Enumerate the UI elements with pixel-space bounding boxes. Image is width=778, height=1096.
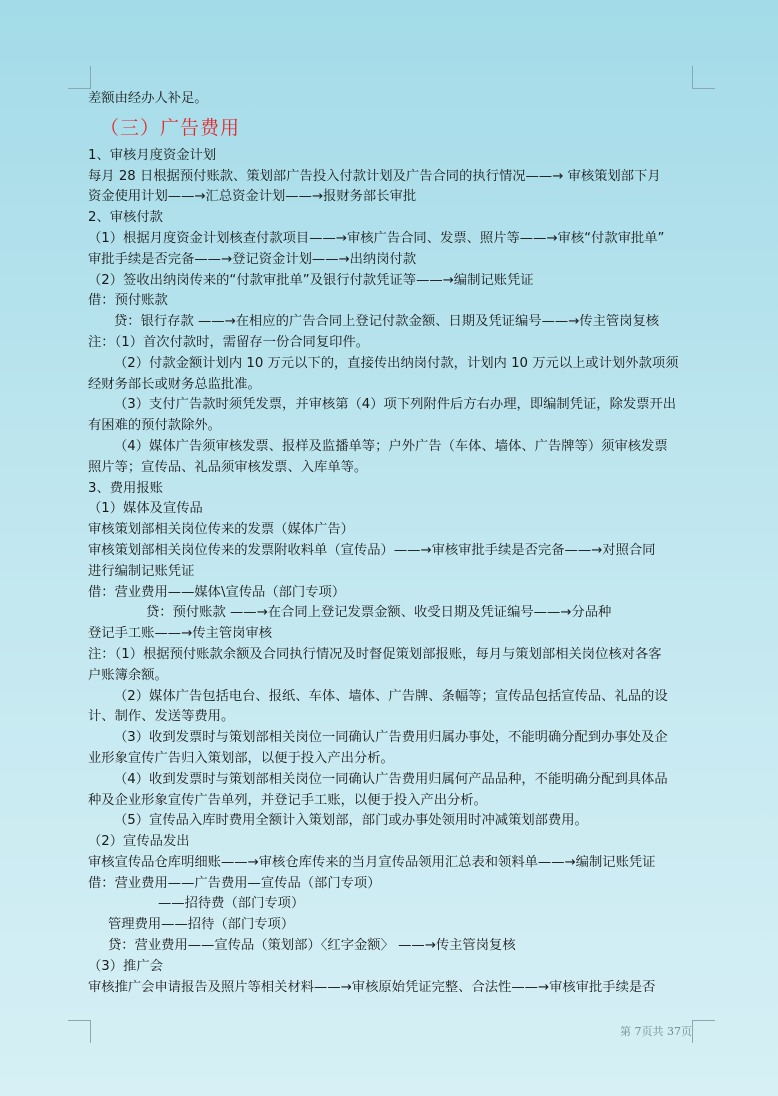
text-line: （1）媒体及宣传品: [88, 501, 203, 517]
text-line: （5）宣传品入库时费用全额计入策划部，部门或办事处领用时冲减策划部费用。: [114, 813, 588, 829]
text-line: 有困难的预付款除外。: [88, 418, 221, 434]
text-line: 审核策划部相关岗位传来的发票（媒体广告）: [88, 522, 354, 538]
text-line: （4）媒体广告须审核发票、报样及监播单等；户外广告（车体、墙体、广告牌等）须审核发票: [114, 438, 668, 454]
text-line: 贷：营业费用——宣传品（策划部）〈红字金额〉 ——→传主管岗复核: [108, 938, 516, 954]
text-line: 贷：预付账款 ——→在合同上登记发票金额、收受日期及凭证编号——→分品种: [146, 605, 612, 621]
crop-mark-top-right: [692, 66, 715, 89]
text-line: 借：营业费用——广告费用—宣传品（部门专项）: [88, 875, 381, 891]
text-line: 审核推广会申请报告及照片等相关材料——→审核原始凭证完整、合法性——→审核审批手续是否: [88, 979, 656, 995]
text-line: 审核宣传品仓库明细账——→审核仓库传来的当月宣传品领用汇总表和领料单——→编制记账凭证: [88, 854, 656, 870]
text-line: 管理费用——招待（部门专项）: [108, 917, 295, 933]
crop-mark-bottom-right: [692, 1020, 715, 1043]
text-line: （2）签收出纳岗传来的“付款审批单”及银行付款凭证等——→编制记账凭证: [88, 272, 534, 288]
text-line: 计、制作、发送等费用。: [88, 709, 235, 725]
crop-mark-bottom-left: [68, 1020, 91, 1043]
text-line: 户账簿余额。: [88, 667, 168, 683]
text-line: （3）推广会: [88, 958, 163, 974]
text-line: 借：预付账款: [88, 293, 168, 309]
text-line: 注：（1）根据预付账款余额及合同执行情况及时督促策划部报账，每月与策划部相关岗位核对各客: [88, 646, 662, 662]
text-line: 登记手工账——→传主管岗审核: [88, 626, 273, 642]
text-line: 进行编制记账凭证: [88, 563, 195, 579]
text-line: 贷：银行存款 ——→在相应的广告合同上登记付款金额、日期及凭证编号——→传主管岗复核: [114, 314, 660, 330]
text-line: 差额由经办人补足。: [88, 91, 208, 106]
text-line: （2）宣传品发出: [88, 834, 190, 850]
text-line: 每月 28 日根据预付账款、策划部广告投入付款计划及广告合同的执行情况——→ 审核策划部下月: [88, 168, 661, 184]
text-line: （3）支付广告款时须凭发票，并审核第（4）项下列附件后方右办理，即编制凭证，除发票开出: [114, 397, 677, 413]
text-line: 注：（1）首次付款时，需留存一份合同复印件。: [88, 334, 370, 350]
text-line: （3）收到发票时与策划部相关岗位一同确认广告费用归属办事处，不能明确分配到办事处及企: [114, 730, 668, 746]
text-line: 借：营业费用——媒体\宣传品（部门专项）: [88, 584, 346, 600]
text-line: 资金使用计划——→汇总资金计划——→报财务部长审批: [88, 189, 417, 205]
text-line: 种及企业形象宣传广告单列，并登记手工账，以便于投入产出分析。: [88, 792, 487, 808]
text-line: （1）根据月度资金计划核查付款项目——→审核广告合同、发票、照片等——→审核“付款审批单”: [88, 230, 665, 246]
section-heading: （三）广告费用: [100, 116, 241, 139]
text-line: （4）收到发票时与策划部相关岗位一同确认广告费用归属何产品品种，不能明确分配到具体品: [114, 771, 668, 787]
page-number: 第 7页共 37页: [620, 1025, 692, 1038]
text-line: （2）媒体广告包括电台、报纸、车体、墙体、广告牌、条幅等；宣传品包括宣传品、礼品的设: [114, 688, 668, 704]
text-line: （2）付款金额计划内 10 万元以下的，直接传出纳岗付款，计划内 10 万元以上或计划外款项须: [114, 355, 679, 371]
text-line: 审批手续是否完备——→登记资金计划——→出纳岗付款: [88, 251, 417, 267]
text-line: ——招待费（部门专项）: [158, 896, 305, 912]
text-line: 经财务部长或财务总监批准。: [88, 376, 261, 392]
text-line: 照片等；宣传品、礼品须审核发票、入库单等。: [88, 459, 368, 475]
text-line: 1、审核月度资金计划: [88, 147, 217, 163]
text-line: 审核策划部相关岗位传来的发票附收料单（宣传品）——→审核审批手续是否完备——→对照合同: [88, 542, 656, 558]
text-line: 3、费用报账: [88, 480, 163, 496]
text-line: 业形象宣传广告归入策划部，以便于投入产出分析。: [88, 750, 394, 766]
text-line: 2、审核付款: [88, 210, 163, 226]
paragraph-lines: [88, 146, 692, 999]
crop-mark-top-left: [68, 66, 91, 89]
document-body: [88, 89, 692, 998]
